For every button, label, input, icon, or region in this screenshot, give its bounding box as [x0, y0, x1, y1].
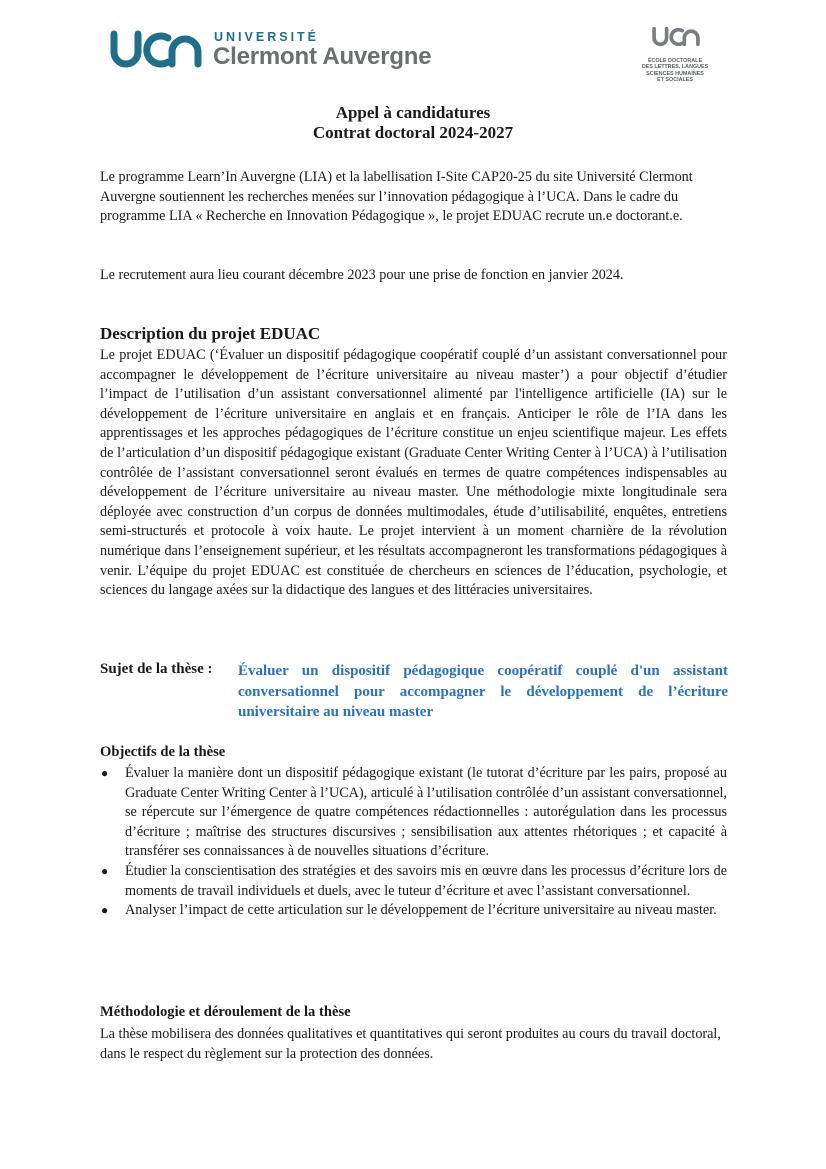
ed-line: ET SOCIALES: [657, 77, 693, 84]
intro-paragraph: Le programme Learn’In Auvergne (LIA) et la labellisation I-Site CAP20-25 du site Université Clermont Auvergne soutiennent les recherches menées sur l’innovation pédagogique à l’UCA. Dans le cadre du programme LIA « Recherche en Innovation Pédagogique », le projet EDUAC recrute un.e doctorant.e.: [100, 169, 693, 225]
subject-label: Sujet de la thèse :: [100, 661, 213, 677]
bullet-icon: ●: [101, 903, 109, 918]
objectives-list: [100, 764, 727, 921]
doctoral-school-name: [630, 58, 720, 84]
list-item: [100, 901, 727, 921]
uca-logo-mark-icon: [110, 30, 202, 70]
doctoral-school-logo: [630, 26, 720, 90]
list-item: [100, 862, 727, 901]
title-line-2: Contrat doctoral 2024-2027: [312, 123, 514, 142]
list-item: [100, 764, 727, 862]
title-line-1: Appel à candidatures: [335, 103, 491, 122]
ed-line: ÉCOLE DOCTORALE: [647, 58, 703, 64]
objectives-heading: Objectifs de la thèse: [100, 744, 226, 760]
recruitment-paragraph: Le recrutement aura lieu courant décembre 2023 pour une prise de fonction en janvier 2024.: [100, 267, 624, 283]
bullet-icon: ●: [101, 863, 109, 878]
uca-logo: [110, 28, 440, 76]
methodology-heading: Méthodologie et déroulement de la thèse: [100, 1004, 351, 1020]
page-title: [100, 103, 726, 143]
list-item-text: Analyser l’impact de cette articulation sur le développement de l’écriture universitaire au niveau master.: [125, 902, 717, 919]
uca-small-mark-icon: [652, 26, 700, 48]
logo-university-name: Clermont Auvergne: [213, 43, 432, 70]
bullet-icon: ●: [101, 766, 109, 780]
subject-text: Évaluer un dispositif pédagogique coopératif couplé d'un assistant conversationnel pour accompagner le développement de l’écriture universitaire au niveau master: [238, 663, 728, 721]
logo-university-word: UNIVERSITÉ: [214, 30, 320, 44]
ed-line: DES LETTRES, LANGUES: [641, 64, 709, 71]
ed-line: SCIENCES HUMAINES: [646, 70, 704, 77]
methodology-body: La thèse mobilisera des données qualitatives et quantitatives qui seront produites au cours du travail doctoral, dans le respect du règlement sur la protection des données.: [100, 1026, 721, 1062]
list-item-text: Évaluer la manière dont un dispositif pédagogique existant (le tutorat d’écriture par les pairs, proposé au Graduate Center Writing Center à l’UCA), articulé à l’utilisation contrôlée d’un assistant conversationnel, se répercute sur l’émergence de quatre compétences rédactionnelles : autorégulation dans les processus d’écriture ; maîtrise des structures discursives ; sensibilisation aux attentes rhétoriques ; et capacité à transférer ses connaissances à de nouvelles situations d’écriture.: [125, 765, 727, 860]
list-item-text: Étudier la conscientisation des stratégies et des savoirs mis en œuvre dans les processus d’écriture lors de moments de travail individuels et duels, avec le tuteur d’écriture et avec l’assistant conversationnel.: [125, 862, 727, 899]
description-heading: Description du projet EDUAC: [100, 324, 321, 343]
description-body: Le projet EDUAC (‘Évaluer un dispositif pédagogique coopératif couplé d’un assistant conversationnel pour accompagner le développement de l’écriture universitaire au niveau master’) a pour objectif d’étudier l’impact de l’utilisation d’un assistant conversationnel alimenté par l'intelligence artificielle (IA) sur le développement de l’écriture universitaire en anglais et en français. Anticiper le rôle de l’IA dans les apprentissages et les approches pédagogiques de l’écriture constitue un enjeu scientifique majeur. Les effets de l’articulation d’un dispositif pédagogique existant (Graduate Center Writing Center à l’UCA) à l’utilisation contrôlée de l’assistant conversationnel seront évalués en termes de quatre compétences indispensables au développement de l’écriture universitaire au niveau master. Une méthodologie mixte longitudinale sera déployée avec construction d’un corpus de données multimodales, étude d’utilisabilité, enquêtes, entretiens semi-structurés et protocole à voix haute. Le projet intervient à un moment charnière de la révolution numérique dans l’enseignement supérieur, et les résultats accompagneront les transformations pédagogiques à venir. L’équipe du projet EDUAC est constituée de chercheurs en sciences de l’éducation, psychologie, et sciences du langage axées sur la didactique des langues et des littéracies universitaires.: [100, 347, 727, 599]
